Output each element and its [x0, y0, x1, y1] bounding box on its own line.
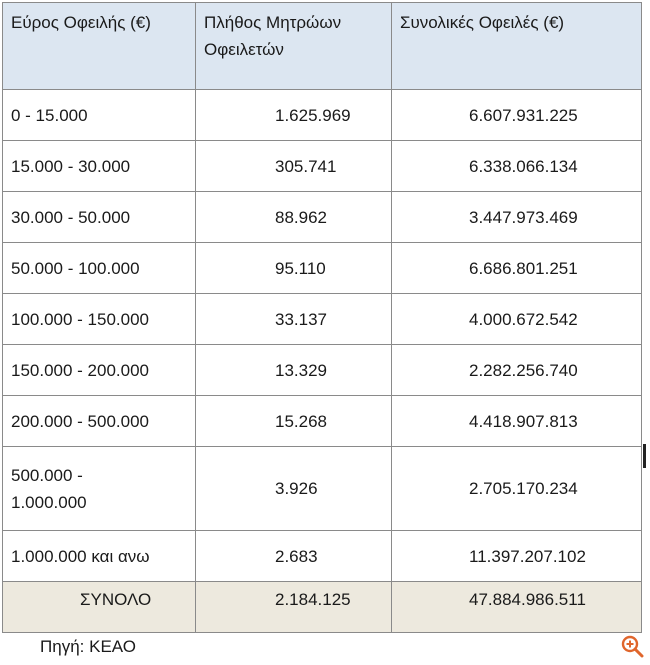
table-row — [3, 345, 642, 396]
cell-total: 6.607.931.225 — [392, 90, 642, 141]
cell-range: 500.000 - 1.000.000 — [3, 447, 196, 531]
cell-count: 15.268 — [196, 396, 392, 447]
table-row — [3, 294, 642, 345]
total-count: 2.184.125 — [196, 582, 392, 633]
cell-range: 50.000 - 100.000 — [3, 243, 196, 294]
cell-range: 150.000 - 200.000 — [3, 345, 196, 396]
cell-total: 6.686.801.251 — [392, 243, 642, 294]
cell-total: 4.418.907.813 — [392, 396, 642, 447]
table-row — [3, 531, 642, 582]
cell-count: 13.329 — [196, 345, 392, 396]
table-row — [3, 90, 642, 141]
cell-count: 33.137 — [196, 294, 392, 345]
cell-total: 3.447.973.469 — [392, 192, 642, 243]
header-total-debt: Συνολικές Οφειλές (€) — [392, 3, 642, 90]
table-row — [3, 447, 642, 531]
table-row — [3, 141, 642, 192]
cell-range: 30.000 - 50.000 — [3, 192, 196, 243]
table-header-row — [3, 3, 642, 90]
cell-total: 6.338.066.134 — [392, 141, 642, 192]
cell-count: 3.926 — [196, 447, 392, 531]
cell-range: 100.000 - 150.000 — [3, 294, 196, 345]
cell-count: 88.962 — [196, 192, 392, 243]
header-debtor-count: Πλήθος Μητρώων Οφειλετών — [196, 3, 392, 90]
table-row — [3, 396, 642, 447]
table-total-row — [3, 582, 642, 633]
debt-table — [2, 2, 642, 633]
cell-range: 0 - 15.000 — [3, 90, 196, 141]
zoom-in-icon[interactable] — [620, 634, 644, 658]
header-debt-range: Εύρος Οφειλής (€) — [3, 3, 196, 90]
table-row — [3, 243, 642, 294]
cell-range: 15.000 - 30.000 — [3, 141, 196, 192]
cell-count: 1.625.969 — [196, 90, 392, 141]
cell-range: 1.000.000 και ανω — [3, 531, 196, 582]
cell-total: 11.397.207.102 — [392, 531, 642, 582]
cell-total: 2.705.170.234 — [392, 447, 642, 531]
source-note: Πηγή: ΚΕΑΟ — [40, 637, 137, 656]
edge-marker — [643, 444, 646, 468]
cell-count: 305.741 — [196, 141, 392, 192]
cell-total: 4.000.672.542 — [392, 294, 642, 345]
cell-range: 200.000 - 500.000 — [3, 396, 196, 447]
cell-count: 95.110 — [196, 243, 392, 294]
total-label: ΣΥΝΟΛΟ — [3, 582, 196, 633]
cell-count: 2.683 — [196, 531, 392, 582]
total-debt: 47.884.986.511 — [392, 582, 642, 633]
table-row — [3, 192, 642, 243]
cell-total: 2.282.256.740 — [392, 345, 642, 396]
